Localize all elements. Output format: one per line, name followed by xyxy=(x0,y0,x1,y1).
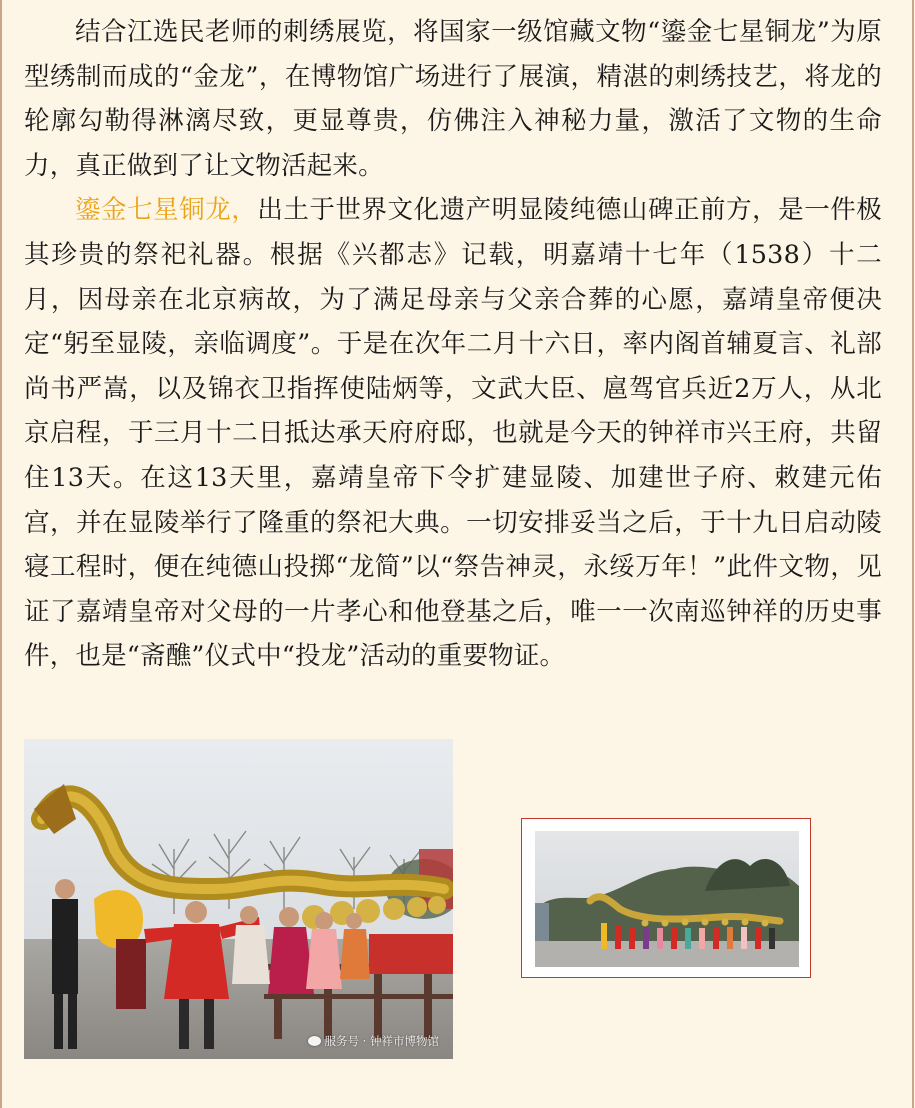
photo-watermark xyxy=(308,1033,439,1049)
watermark-text: 服务号 · 钟祥市博物馆 xyxy=(324,1034,439,1048)
artifact-description: 出土于世界文化遗产明显陵纯德山碑正前方，是一件极其珍贵的祭祀礼器。根据《兴都志》记载，明嘉靖十七年（1538）十二月，因母亲在北京病故，为了满足母亲与父亲合葬的心愿，嘉靖皇帝便决定“躬至显陵，亲临调度”。于是在次年二月十六日，率内阁首辅夏言、礼部尚书严嵩，以及锦衣卫指挥使陆炳等，文武大臣、扈驾官兵近2万人，从北京启程，于三月十二日抵达承天府府邸，也就是今天的钟祥市兴王府，共留住13天。在这13天里，嘉靖皇帝下令扩建显陵、加建世子府、敕建元佑宫，并在显陵举行了隆重的祭祀大典。一切安排妥当之后，于十九日启动陵寝工程时，便在纯德山投掷“龙简”以“祭告神灵，永绥万年！”此件文物，见证了嘉靖皇帝对父母的一片孝心和他登基之后，唯一一次南巡钟祥的历史事件，也是“斋醮”仪式中“投龙”活动的重要物证。 xyxy=(24,195,882,672)
paragraph-embroidery-exhibition: 结合江选民老师的刺绣展览，将国家一级馆藏文物“鎏金七星铜龙”为原型绣制而成的“金龙”，在博物馆广场进行了展演，精湛的刺绣技艺，将龙的轮廓勾勒得淋漓尽致，更显尊贵，仿佛注入神秘力量，激活了文物的生命力，真正做到了让文物活起来。 xyxy=(24,17,882,181)
wechat-icon xyxy=(308,1036,321,1046)
paragraph-gilded-dragon xyxy=(24,188,882,679)
page-border-left xyxy=(0,0,2,1108)
page-border-right xyxy=(912,0,914,1108)
artifact-name-highlight: 鎏金七星铜龙， xyxy=(75,195,258,226)
article-body xyxy=(24,10,882,679)
photo-dragon-dance-wide xyxy=(535,831,799,967)
photo-frame-red xyxy=(521,818,811,978)
photo-dragon-dance-closeup xyxy=(24,739,453,1059)
